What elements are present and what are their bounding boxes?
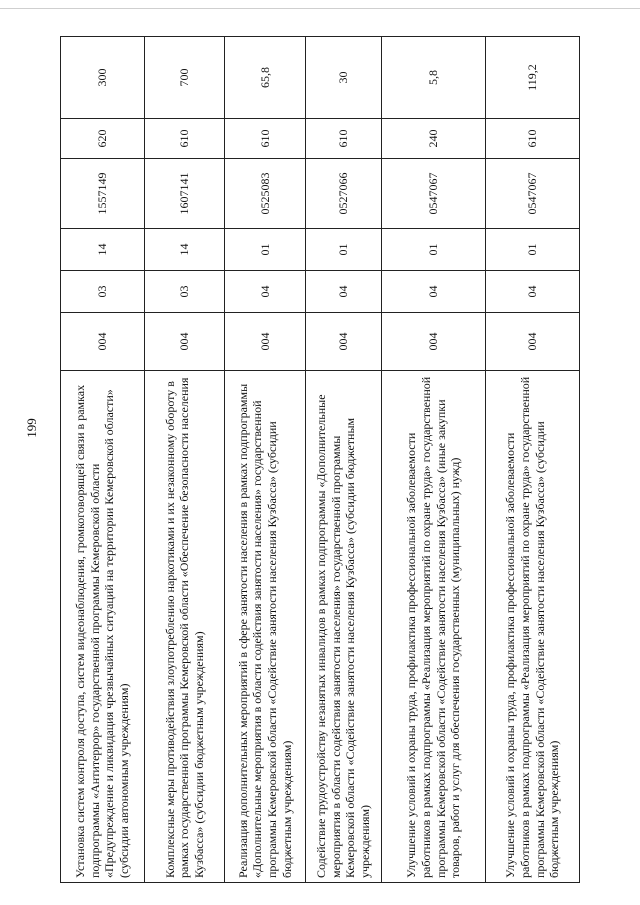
row-description: Улучшение условий и охраны труда, профилактика профессиональной заболеваемости работников в рамках подпрограммы «Реализация мероприятий по охране труда» государственной программы Кемеровской области «Содействие занятости населения Кузбасса» (субсидии бюджетным учреждениям) bbox=[486, 371, 580, 883]
expense-type-code: 610 bbox=[225, 119, 306, 159]
subsection-code: 01 bbox=[381, 229, 485, 271]
amount: 30 bbox=[305, 37, 381, 119]
section-code: 03 bbox=[61, 271, 145, 313]
department-code: 004 bbox=[144, 313, 225, 371]
section-code: 03 bbox=[144, 271, 225, 313]
table-row bbox=[381, 37, 485, 883]
subsection-code: 01 bbox=[305, 229, 381, 271]
target-article-code: 0547067 bbox=[381, 159, 485, 229]
department-code: 004 bbox=[61, 313, 145, 371]
table-row bbox=[61, 37, 145, 883]
department-code: 004 bbox=[486, 313, 580, 371]
row-description: Реализация дополнительных мероприятий в сфере занятости населения в рамках подпрограммы «Дополнительные мероприятия в области содействия занятости населения» государственной программы Кемеровской области «Содействие занятости населения Кузбасса» (субсидии бюджетным учреждениям) bbox=[225, 371, 306, 883]
expense-type-code: 610 bbox=[144, 119, 225, 159]
section-code: 04 bbox=[305, 271, 381, 313]
row-description: Комплексные меры противодействия злоупотреблению наркотиками и их незаконному обороту в рамках государственной программы Кемеровской области «Обеспечение безопасности населения Кузбасса» (субсидии бюджетным учреждениям) bbox=[144, 371, 225, 883]
department-code: 004 bbox=[305, 313, 381, 371]
department-code: 004 bbox=[225, 313, 306, 371]
expense-type-code: 240 bbox=[381, 119, 485, 159]
rotated-table-container bbox=[60, 37, 580, 883]
subsection-code: 01 bbox=[225, 229, 306, 271]
target-article-code: 0525083 bbox=[225, 159, 306, 229]
target-article-code: 1607141 bbox=[144, 159, 225, 229]
subsection-code: 01 bbox=[486, 229, 580, 271]
table-row bbox=[225, 37, 306, 883]
target-article-code: 1557149 bbox=[61, 159, 145, 229]
target-article-code: 0527066 bbox=[305, 159, 381, 229]
expense-type-code: 610 bbox=[305, 119, 381, 159]
amount: 5,8 bbox=[381, 37, 485, 119]
table-row bbox=[144, 37, 225, 883]
amount: 700 bbox=[144, 37, 225, 119]
table-row bbox=[305, 37, 381, 883]
section-code: 04 bbox=[225, 271, 306, 313]
subsection-code: 14 bbox=[144, 229, 225, 271]
department-code: 004 bbox=[381, 313, 485, 371]
row-description: Содействие трудоустройству незанятых инвалидов в рамках подпрограммы «Дополнительные мероприятия в области содействия занятости населения» государственной программы Кемеровской области «Содействие занятости населения Кузбасса» (субсидии бюджетным учреждениям) bbox=[305, 371, 381, 883]
expense-type-code: 620 bbox=[61, 119, 145, 159]
amount: 65,8 bbox=[225, 37, 306, 119]
subsection-code: 14 bbox=[61, 229, 145, 271]
top-rule bbox=[0, 8, 640, 9]
row-description: Улучшение условий и охраны труда, профилактика профессиональной заболеваемости работников в рамках подпрограммы «Реализация мероприятий по охране труда» государственной программы Кемеровской области «Содействие занятости населения Кузбасса» (иные закупки товаров, работ и услуг для обеспечения государственных (муниципальных) нужд) bbox=[381, 371, 485, 883]
expense-type-code: 610 bbox=[486, 119, 580, 159]
target-article-code: 0547067 bbox=[486, 159, 580, 229]
amount: 300 bbox=[61, 37, 145, 119]
row-description: Установка систем контроля доступа, систем видеонаблюдения, громкоговорящей связи в рамках подпрограммы «Антитеррор» государственной программы Кемеровской области «Предупреждение и ликвидация чрезвычайных ситуаций на территории Кемеровской области» (субсидии автономным учреждениям) bbox=[61, 371, 145, 883]
table-row bbox=[486, 37, 580, 883]
section-code: 04 bbox=[486, 271, 580, 313]
budget-table bbox=[60, 36, 580, 883]
amount: 119,2 bbox=[486, 37, 580, 119]
page-number: 199 bbox=[24, 418, 39, 438]
section-code: 04 bbox=[381, 271, 485, 313]
